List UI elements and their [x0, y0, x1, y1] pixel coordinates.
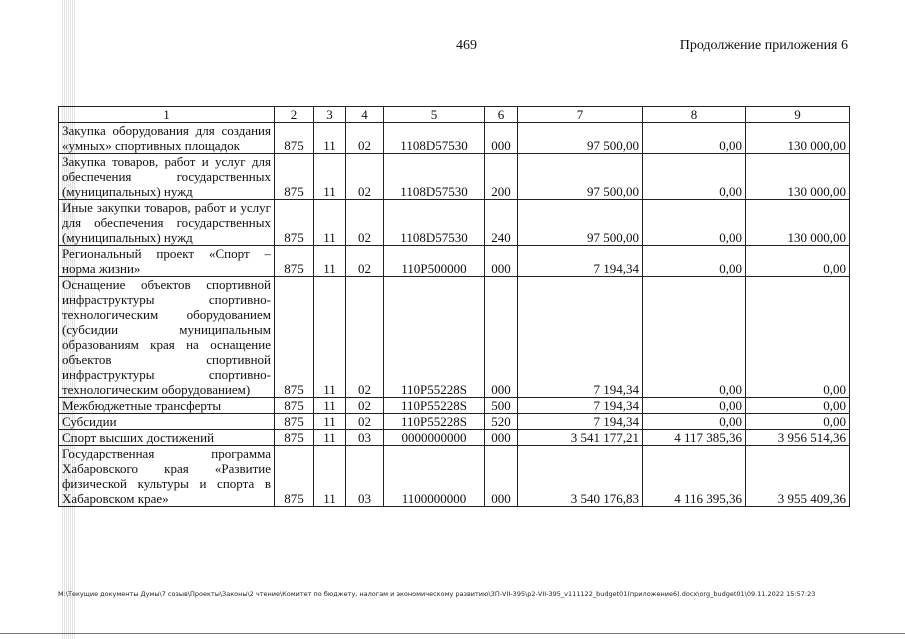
row-name: Закупка оборудования для создания «умных» спортивных площадок [59, 123, 275, 154]
amount-year-2: 0,00 [643, 123, 746, 154]
amount-year-2: 0,00 [643, 277, 746, 398]
amount-year-2: 4 116 395,36 [643, 446, 746, 507]
amount-year-3: 0,00 [746, 414, 850, 430]
subsection-code: 02 [346, 123, 384, 154]
target-article-code: 1108D57530 [384, 154, 485, 200]
page-bottom-line [0, 633, 905, 634]
subsection-code: 03 [346, 430, 384, 446]
row-name: Спорт высших достижений [59, 430, 275, 446]
row-name: Региональный проект «Спорт – норма жизни» [59, 246, 275, 277]
section-code: 11 [314, 123, 346, 154]
target-article-code: 110P55228S [384, 398, 485, 414]
budget-table [58, 106, 850, 507]
expense-type-code: 520 [485, 414, 518, 430]
amount-year-2: 0,00 [643, 414, 746, 430]
expense-type-code: 000 [485, 277, 518, 398]
file-path-footer: M:\Текущие документы Думы\7 созыв\Проекты\Законы\2 чтение\Комитет по бюджету, налогам и экономическому развитию\3П-VII-395\р2-VII-395_v111122_budget01(приложение6).docx\org_budget01\09.11.2022 15:57:23 [58, 590, 816, 598]
column-header: 9 [746, 107, 850, 123]
column-header: 3 [314, 107, 346, 123]
table-row [59, 277, 850, 398]
row-name: Государственная программа Хабаровского края «Развитие физической культуры и спорта в Хабаровском крае» [59, 446, 275, 507]
amount-year-1: 7 194,34 [518, 277, 643, 398]
target-article-code: 0000000000 [384, 430, 485, 446]
target-article-code: 110P500000 [384, 246, 485, 277]
page-number: 469 [456, 38, 477, 53]
amount-year-3: 0,00 [746, 246, 850, 277]
subsection-code: 02 [346, 246, 384, 277]
amount-year-3: 3 956 514,36 [746, 430, 850, 446]
amount-year-3: 130 000,00 [746, 123, 850, 154]
ministry-code: 875 [275, 430, 314, 446]
target-article-code: 1108D57530 [384, 123, 485, 154]
ministry-code: 875 [275, 200, 314, 246]
amount-year-1: 97 500,00 [518, 123, 643, 154]
ministry-code: 875 [275, 398, 314, 414]
amount-year-1: 3 541 177,21 [518, 430, 643, 446]
target-article-code: 1100000000 [384, 446, 485, 507]
amount-year-1: 3 540 176,83 [518, 446, 643, 507]
table-row [59, 398, 850, 414]
ministry-code: 875 [275, 414, 314, 430]
section-code: 11 [314, 398, 346, 414]
ministry-code: 875 [275, 154, 314, 200]
amount-year-2: 4 117 385,36 [643, 430, 746, 446]
column-header: 5 [384, 107, 485, 123]
ministry-code: 875 [275, 446, 314, 507]
column-header: 6 [485, 107, 518, 123]
section-code: 11 [314, 414, 346, 430]
amount-year-3: 0,00 [746, 277, 850, 398]
row-name: Оснащение объектов спортивной инфраструктуры спортивно-технологическим оборудованием (субсидии муниципальным образованиям края на оснащение объектов спортивной инфраструктуры спортивно-технологическим оборудованием) [59, 277, 275, 398]
section-code: 11 [314, 200, 346, 246]
ministry-code: 875 [275, 123, 314, 154]
table-row [59, 200, 850, 246]
row-name: Иные закупки товаров, работ и услуг для обеспечения государственных (муниципальных) нужд [59, 200, 275, 246]
section-code: 11 [314, 246, 346, 277]
column-header: 2 [275, 107, 314, 123]
target-article-code: 110P55228S [384, 277, 485, 398]
continuation-label: Продолжение приложения 6 [679, 38, 848, 53]
section-code: 11 [314, 277, 346, 398]
row-name: Закупка товаров, работ и услуг для обеспечения государственных (муниципальных) нужд [59, 154, 275, 200]
amount-year-2: 0,00 [643, 154, 746, 200]
table-row [59, 123, 850, 154]
subsection-code: 02 [346, 200, 384, 246]
amount-year-3: 3 955 409,36 [746, 446, 850, 507]
target-article-code: 110P55228S [384, 414, 485, 430]
amount-year-1: 7 194,34 [518, 398, 643, 414]
section-code: 11 [314, 446, 346, 507]
amount-year-1: 7 194,34 [518, 414, 643, 430]
amount-year-2: 0,00 [643, 246, 746, 277]
subsection-code: 02 [346, 154, 384, 200]
target-article-code: 1108D57530 [384, 200, 485, 246]
amount-year-3: 130 000,00 [746, 154, 850, 200]
table-row [59, 446, 850, 507]
amount-year-1: 7 194,34 [518, 246, 643, 277]
table-row [59, 414, 850, 430]
expense-type-code: 000 [485, 446, 518, 507]
table-header-row [59, 107, 850, 123]
column-header: 4 [346, 107, 384, 123]
expense-type-code: 000 [485, 430, 518, 446]
column-header: 8 [643, 107, 746, 123]
expense-type-code: 000 [485, 123, 518, 154]
amount-year-2: 0,00 [643, 200, 746, 246]
expense-type-code: 200 [485, 154, 518, 200]
table-row [59, 430, 850, 446]
subsection-code: 02 [346, 277, 384, 398]
row-name: Субсидии [59, 414, 275, 430]
amount-year-3: 0,00 [746, 398, 850, 414]
row-name: Межбюджетные трансферты [59, 398, 275, 414]
section-code: 11 [314, 430, 346, 446]
column-header: 7 [518, 107, 643, 123]
section-code: 11 [314, 154, 346, 200]
subsection-code: 02 [346, 398, 384, 414]
ministry-code: 875 [275, 246, 314, 277]
expense-type-code: 240 [485, 200, 518, 246]
table-row [59, 246, 850, 277]
table-row [59, 154, 850, 200]
column-header: 1 [59, 107, 275, 123]
expense-type-code: 500 [485, 398, 518, 414]
amount-year-3: 130 000,00 [746, 200, 850, 246]
subsection-code: 03 [346, 446, 384, 507]
amount-year-1: 97 500,00 [518, 154, 643, 200]
amount-year-1: 97 500,00 [518, 200, 643, 246]
subsection-code: 02 [346, 414, 384, 430]
expense-type-code: 000 [485, 246, 518, 277]
amount-year-2: 0,00 [643, 398, 746, 414]
ministry-code: 875 [275, 277, 314, 398]
